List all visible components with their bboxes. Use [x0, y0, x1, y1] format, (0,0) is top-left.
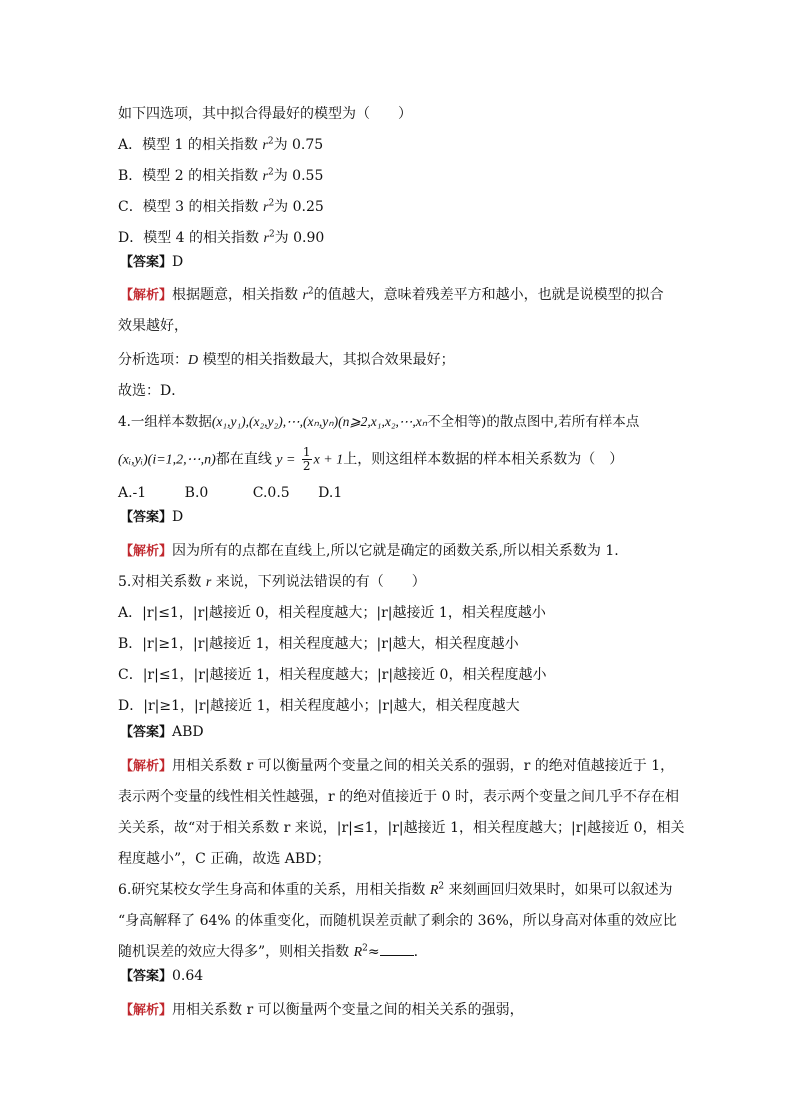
- q3-option-a: A．模型 1 的相关指数 $r^2$为 0.75: [118, 136, 324, 153]
- analysis-tag: 【解析】: [120, 544, 173, 559]
- q5-option-b: B．|r|≥1，|r|越接近 1，相关程度越大；|r|越大，相关程度越小: [118, 636, 519, 652]
- q4-stem-line2: (xᵢ,yᵢ)(i=1,2,⋯,n)都在直线 y = $\frac{1}{2}$ x + 1上，则这组样本数据的样本相关系数为（ ）: [118, 445, 624, 473]
- q6-stem-line3: 随机误差的效应大得多”，则相关指数 $R^2\approx$ .: [118, 943, 419, 960]
- analysis-tag: 【解析】: [120, 759, 173, 774]
- q3-analysis-line1: 【解析】根据题意，相关指数 $r^2$的值越大，意味着残差平方和越小，也就是说模型的拟合: [120, 286, 664, 303]
- q6-stem-line2: “身高解释了 64% 的体重变化，而随机误差贡献了剩余的 36%，所以身高对体重的效应比: [118, 913, 677, 929]
- answer-tag: 【答案】: [120, 725, 173, 740]
- q3-answer: 【答案】D: [120, 254, 184, 270]
- q3-analysis-line4: 故选：D．: [118, 383, 186, 399]
- q3-analysis-line3: 分析选项：D 模型的相关指数最大，其拟合效果最好；: [118, 352, 455, 368]
- answer-blank: [380, 943, 414, 956]
- q4-options: A.-1 B.0 C.0.5 D.1: [118, 485, 343, 501]
- fraction-one-half: $\frac{1}{2}$: [302, 445, 311, 473]
- q5-option-c: C．|r|≤1，|r|越接近 1，相关程度越大；|r|越接近 0，相关程度越小: [118, 667, 547, 683]
- answer-tag: 【答案】: [120, 969, 173, 984]
- analysis-tag: 【解析】: [120, 288, 173, 303]
- q6-stem-line1: 6.研究某校女学生身高和体重的关系，用相关指数 $R^2$ 来刻画回归效果时，如果可以叙述为: [118, 881, 673, 898]
- q6-answer: 【答案】0.64: [120, 968, 204, 984]
- q4-answer: 【答案】D: [120, 509, 184, 525]
- q3-analysis-line2: 效果越好，: [118, 318, 188, 334]
- q4-analysis: 【解析】因为所有的点都在直线上,所以它就是确定的函数关系,所以相关系数为 1.: [120, 543, 619, 559]
- q5-analysis-line2: 表示两个变量的线性相关性越强，r 的绝对值接近于 0 时，表示两个变量之间几乎不存在相: [118, 789, 679, 805]
- q3-option-c: C．模型 3 的相关指数 $r^2$为 0.25: [118, 198, 324, 215]
- q3-option-d: D．模型 4 的相关指数 $r^2$为 0.90: [118, 229, 325, 246]
- q5-analysis-line3: 关关系，故“对于相关系数 r 来说，|r|≤1，|r|越接近 1，相关程度越大；|r|越接近 0，相关: [118, 820, 685, 836]
- q5-option-a: A．|r|≤1，|r|越接近 0，相关程度越大；|r|越接近 1，相关程度越小: [118, 605, 546, 621]
- q3-stem: 如下四选项，其中拟合得最好的模型为（ ）: [118, 106, 412, 122]
- answer-tag: 【答案】: [120, 510, 173, 525]
- q5-analysis-line4: 程度越小”，C 正确，故选 ABD；: [118, 851, 331, 867]
- q5-option-d: D．|r|≥1，|r|越接近 1，相关程度越小；|r|越大，相关程度越大: [118, 698, 520, 714]
- q3-option-b: B．模型 2 的相关指数 $r^2$为 0.55: [118, 167, 324, 184]
- analysis-tag: 【解析】: [120, 1003, 173, 1018]
- q6-analysis: 【解析】用相关系数 r 可以衡量两个变量之间的相关关系的强弱，: [120, 1002, 524, 1018]
- q5-stem: 5.对相关系数 r 来说，下列说法错误的有（ ）: [118, 574, 426, 590]
- q4-stem-line1: 4.一组样本数据(x₁,y₁),(x₂,y₂),⋯,(xₙ,yₙ)(n⩾2,x₁,x₂,⋯,xₙ不全相等)的散点图中,若所有样本点: [118, 414, 640, 430]
- answer-tag: 【答案】: [120, 255, 173, 270]
- q5-answer: 【答案】ABD: [120, 724, 204, 740]
- q5-analysis-line1: 【解析】用相关系数 r 可以衡量两个变量之间的相关关系的强弱，r 的绝对值越接近于 1，: [120, 758, 675, 774]
